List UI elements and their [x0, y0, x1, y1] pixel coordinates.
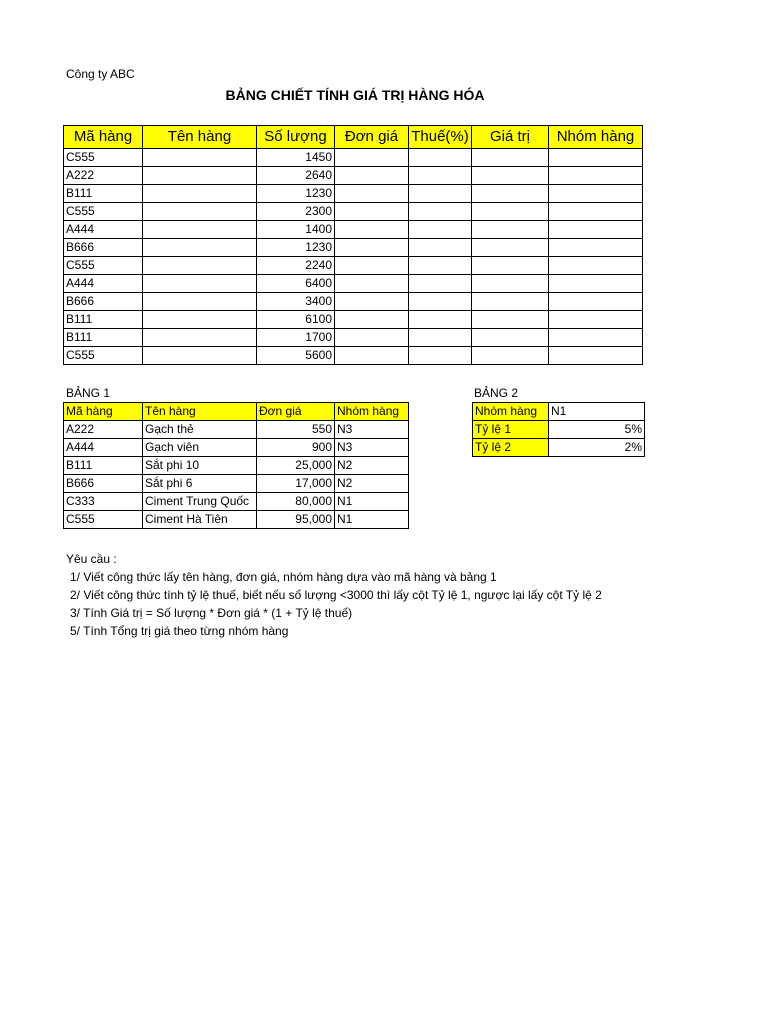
don-gia-cell[interactable]: [335, 347, 409, 365]
label-cell[interactable]: Tỷ lệ 1: [473, 421, 549, 439]
table-row: [64, 439, 409, 457]
nhom-hang-cell[interactable]: [549, 347, 643, 365]
ma-hang-cell[interactable]: A222: [64, 167, 143, 185]
thue-cell[interactable]: [409, 257, 472, 275]
thue-cell[interactable]: [409, 347, 472, 365]
requirement-item: 5/ Tính Tổng trị giá theo từng nhóm hàng: [70, 624, 289, 638]
table-cell[interactable]: C333: [64, 493, 143, 511]
gia-tri-cell[interactable]: [472, 239, 549, 257]
table-row: [64, 293, 643, 311]
table-row: [64, 167, 643, 185]
header-cell[interactable]: Nhóm hàng: [549, 126, 643, 149]
label-cell[interactable]: Tỷ lệ 2: [473, 439, 549, 457]
so-luong-cell[interactable]: 1400: [257, 221, 335, 239]
table-cell[interactable]: 17,000: [257, 475, 335, 493]
ten-hang-cell[interactable]: [143, 167, 257, 185]
nhom-hang-cell[interactable]: [549, 311, 643, 329]
table-cell[interactable]: N2: [335, 475, 409, 493]
so-luong-cell[interactable]: 1230: [257, 185, 335, 203]
table-cell[interactable]: Sắt phi 10: [143, 457, 257, 475]
table-row: [64, 347, 643, 365]
table-row: [64, 239, 643, 257]
ten-hang-cell[interactable]: [143, 329, 257, 347]
requirement-item: 2/ Viết công thức tính tỷ lệ thuế, biết nếu số lượng <3000 thì lấy cột Tỷ lệ 1, ngược lại lấy cột Tỷ lệ 2: [70, 588, 602, 602]
so-luong-cell[interactable]: 1700: [257, 329, 335, 347]
header-cell[interactable]: Mã hàng: [64, 403, 143, 421]
bang2-table: [472, 402, 645, 457]
ma-hang-cell[interactable]: C555: [64, 257, 143, 275]
company-name: Công ty ABC: [66, 67, 135, 81]
don-gia-cell[interactable]: [335, 311, 409, 329]
ten-hang-cell[interactable]: [143, 293, 257, 311]
ma-hang-cell[interactable]: A444: [64, 275, 143, 293]
table-row: [473, 439, 645, 457]
nhom-hang-cell[interactable]: [549, 293, 643, 311]
don-gia-cell[interactable]: [335, 329, 409, 347]
gia-tri-cell[interactable]: [472, 257, 549, 275]
header-cell[interactable]: Đơn giá: [257, 403, 335, 421]
requirement-item: 1/ Viết công thức lấy tên hàng, đơn giá, nhóm hàng dựa vào mã hàng và bảng 1: [70, 570, 497, 584]
ten-hang-cell[interactable]: [143, 257, 257, 275]
thue-cell[interactable]: [409, 275, 472, 293]
ma-hang-cell[interactable]: B111: [64, 185, 143, 203]
table-cell[interactable]: N1: [335, 493, 409, 511]
table-cell[interactable]: 25,000: [257, 457, 335, 475]
table-row: [64, 511, 409, 529]
thue-cell[interactable]: [409, 167, 472, 185]
nhom-hang-cell[interactable]: [549, 239, 643, 257]
so-luong-cell[interactable]: 6400: [257, 275, 335, 293]
table-row: [64, 421, 409, 439]
table-cell[interactable]: B111: [64, 457, 143, 475]
ten-hang-cell[interactable]: [143, 275, 257, 293]
header-cell[interactable]: Đơn giá: [335, 126, 409, 149]
main-table-header-row: [64, 126, 643, 149]
don-gia-cell[interactable]: [335, 293, 409, 311]
table-row: [64, 493, 409, 511]
gia-tri-cell[interactable]: [472, 149, 549, 167]
bang1-table: [63, 402, 409, 529]
ten-hang-cell[interactable]: [143, 239, 257, 257]
ten-hang-cell[interactable]: [143, 221, 257, 239]
don-gia-cell[interactable]: [335, 257, 409, 275]
ma-hang-cell[interactable]: A444: [64, 221, 143, 239]
table-cell[interactable]: 900: [257, 439, 335, 457]
table-cell[interactable]: 80,000: [257, 493, 335, 511]
thue-cell[interactable]: [409, 329, 472, 347]
table-row: [64, 185, 643, 203]
gia-tri-cell[interactable]: [472, 311, 549, 329]
table-row: [64, 475, 409, 493]
table-cell[interactable]: Sắt phi 6: [143, 475, 257, 493]
ma-hang-cell[interactable]: C555: [64, 347, 143, 365]
table-cell[interactable]: Gạch thẻ: [143, 421, 257, 439]
main-table: [63, 125, 643, 365]
ten-hang-cell[interactable]: [143, 347, 257, 365]
so-luong-cell[interactable]: 2640: [257, 167, 335, 185]
table-row: [473, 403, 645, 421]
table-cell[interactable]: Ciment Hà Tiên: [143, 511, 257, 529]
table-row: [64, 275, 643, 293]
table-cell[interactable]: 550: [257, 421, 335, 439]
header-cell[interactable]: Mã hàng: [64, 126, 143, 149]
so-luong-cell[interactable]: 1230: [257, 239, 335, 257]
page-title: BẢNG CHIẾT TÍNH GIÁ TRỊ HÀNG HÓA: [225, 87, 485, 103]
header-cell[interactable]: Thuế(%): [409, 126, 472, 149]
gia-tri-cell[interactable]: [472, 293, 549, 311]
table-row: [473, 421, 645, 439]
gia-tri-cell[interactable]: [472, 167, 549, 185]
ma-hang-cell[interactable]: C555: [64, 149, 143, 167]
nhom-hang-cell[interactable]: [549, 221, 643, 239]
gia-tri-cell[interactable]: [472, 203, 549, 221]
bang1-label: BẢNG 1: [66, 386, 111, 400]
table-cell[interactable]: A444: [64, 439, 143, 457]
don-gia-cell[interactable]: [335, 167, 409, 185]
ma-hang-cell[interactable]: C555: [64, 203, 143, 221]
header-cell[interactable]: Tên hàng: [143, 403, 257, 421]
ma-hang-cell[interactable]: B111: [64, 329, 143, 347]
ma-hang-cell[interactable]: B111: [64, 311, 143, 329]
bang1-header-row: [64, 403, 409, 421]
table-cell[interactable]: N3: [335, 439, 409, 457]
don-gia-cell[interactable]: [335, 239, 409, 257]
ma-hang-cell[interactable]: B666: [64, 293, 143, 311]
table-cell[interactable]: C555: [64, 511, 143, 529]
nhom-hang-cell[interactable]: [549, 257, 643, 275]
so-luong-cell[interactable]: 5600: [257, 347, 335, 365]
table-cell[interactable]: 95,000: [257, 511, 335, 529]
table-row: [64, 149, 643, 167]
ma-hang-cell[interactable]: B666: [64, 239, 143, 257]
ten-hang-cell[interactable]: [143, 149, 257, 167]
thue-cell[interactable]: [409, 203, 472, 221]
so-luong-cell[interactable]: 6100: [257, 311, 335, 329]
don-gia-cell[interactable]: [335, 149, 409, 167]
bang2-label: BẢNG 2: [474, 386, 519, 400]
so-luong-cell[interactable]: 3400: [257, 293, 335, 311]
so-luong-cell[interactable]: 2300: [257, 203, 335, 221]
table-cell[interactable]: Gạch viên: [143, 439, 257, 457]
table-cell[interactable]: N1: [335, 511, 409, 529]
nhom-hang-cell[interactable]: [549, 167, 643, 185]
gia-tri-cell[interactable]: [472, 347, 549, 365]
so-luong-cell[interactable]: 1450: [257, 149, 335, 167]
table-row: [64, 329, 643, 347]
gia-tri-cell[interactable]: [472, 221, 549, 239]
ten-hang-cell[interactable]: [143, 185, 257, 203]
gia-tri-cell[interactable]: [472, 329, 549, 347]
don-gia-cell[interactable]: [335, 275, 409, 293]
table-cell[interactable]: N3: [335, 421, 409, 439]
value-cell[interactable]: N1: [549, 403, 645, 421]
nhom-hang-cell[interactable]: [549, 275, 643, 293]
table-row: [64, 311, 643, 329]
value-cell[interactable]: 2%: [549, 439, 645, 457]
value-cell[interactable]: 5%: [549, 421, 645, 439]
table-row: [64, 203, 643, 221]
header-cell[interactable]: Nhóm hàng: [335, 403, 409, 421]
table-row: [64, 221, 643, 239]
table-cell[interactable]: Ciment Trung Quốc: [143, 493, 257, 511]
requirements: [66, 550, 602, 640]
requirement-item: 3/ Tính Giá trị = Số lượng * Đơn giá * (1 + Tỷ lệ thuế): [70, 606, 353, 620]
label-cell[interactable]: Nhóm hàng: [473, 403, 549, 421]
table-row: [64, 257, 643, 275]
thue-cell[interactable]: [409, 221, 472, 239]
don-gia-cell[interactable]: [335, 203, 409, 221]
thue-cell[interactable]: [409, 149, 472, 167]
thue-cell[interactable]: [409, 293, 472, 311]
nhom-hang-cell[interactable]: [549, 203, 643, 221]
nhom-hang-cell[interactable]: [549, 149, 643, 167]
gia-tri-cell[interactable]: [472, 185, 549, 203]
thue-cell[interactable]: [409, 239, 472, 257]
don-gia-cell[interactable]: [335, 185, 409, 203]
thue-cell[interactable]: [409, 185, 472, 203]
nhom-hang-cell[interactable]: [549, 329, 643, 347]
nhom-hang-cell[interactable]: [549, 185, 643, 203]
table-cell[interactable]: B666: [64, 475, 143, 493]
header-cell[interactable]: Số lượng: [257, 126, 335, 149]
header-cell[interactable]: Tên hàng: [143, 126, 257, 149]
ten-hang-cell[interactable]: [143, 203, 257, 221]
table-cell[interactable]: N2: [335, 457, 409, 475]
gia-tri-cell[interactable]: [472, 275, 549, 293]
thue-cell[interactable]: [409, 311, 472, 329]
table-cell[interactable]: A222: [64, 421, 143, 439]
ten-hang-cell[interactable]: [143, 311, 257, 329]
so-luong-cell[interactable]: 2240: [257, 257, 335, 275]
requirements-heading: Yêu cầu :: [66, 552, 117, 566]
don-gia-cell[interactable]: [335, 221, 409, 239]
table-row: [64, 457, 409, 475]
header-cell[interactable]: Giá trị: [472, 126, 549, 149]
